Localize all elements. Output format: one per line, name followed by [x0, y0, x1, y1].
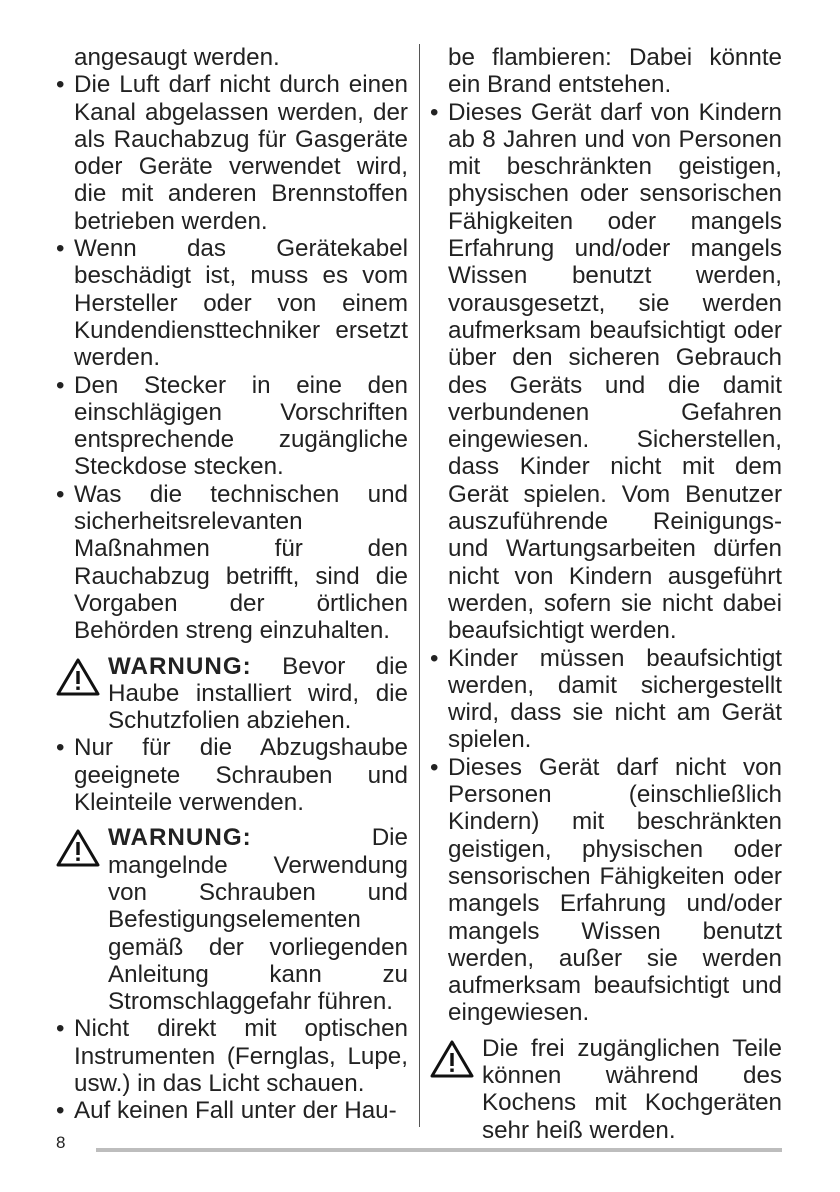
warning-triangle-icon — [56, 828, 100, 868]
list-item: • Wenn das Gerätekabel beschädigt ist, muss es vom Hersteller oder von einem Kundendiensttechniker ersetzt werden. — [56, 235, 408, 371]
footer-rule — [96, 1148, 782, 1152]
list-item: • Nicht direkt mit optischen Instrumenten (Fernglas, Lupe, usw.) in das Licht schauen. — [56, 1015, 408, 1097]
list-item: • Kinder müssen beaufsichtigt werden, damit sichergestellt wird, dass sie nicht am Gerät spielen. — [430, 645, 782, 754]
list-item: • Nur für die Abzugshaube geeignete Schrauben und Kleinteile verwenden. — [56, 734, 408, 816]
list-item: • Den Stecker in eine den einschlägigen Vorschriften entsprechende zugängliche Steckdose stecken. — [56, 372, 408, 481]
warning-triangle-icon — [56, 657, 100, 697]
warning-label: WARNUNG: — [108, 824, 252, 852]
column-divider — [419, 44, 420, 1127]
left-column — [56, 44, 408, 1125]
list-item: • Auf keinen Fall unter der Hau- — [56, 1097, 408, 1124]
warning-text: Die frei zugänglichen Teile können während des Kochens mit Kochgeräten sehr heiß werden. — [482, 1034, 782, 1144]
page-number: 8 — [56, 1133, 66, 1152]
warning-text: Bevor die Haube installiert wird, die Schutzfolien abziehen. — [108, 652, 408, 735]
warning-label: WARNUNG: — [108, 652, 252, 680]
warning-note — [56, 824, 408, 1015]
warning-note — [56, 653, 408, 735]
list-item: • Was die technischen und sicherheitsrelevanten Maßnahmen für den Rauchabzug betrifft, sind die Vorgaben der örtlichen Behörden streng einzuhalten. — [56, 481, 408, 645]
list-item: • Dieses Gerät darf von Kindern ab 8 Jahren und von Personen mit beschränkten geistigen, physischen oder sensorischen Fähigkeiten oder mangels Erfahrung und/oder mangels Wissen benutzt werden, vorausgesetzt, sie werden aufmerksam beaufsichtigt oder über den sicheren Gebrauch des Geräts und die damit verbundenen Gefahren eingewiesen. Sicherstellen, dass Kinder nicht mit dem Gerät spielen. Vom Benutzer auszuführende Reinigungs- und Wartungsarbeiten dürfen nicht von Kindern ausgeführt werden, sofern sie nicht dabei beaufsichtigt werden. — [430, 99, 782, 645]
right-column — [430, 44, 782, 1144]
list-item: • Die Luft darf nicht durch einen Kanal abgelassen werden, der als Rauchabzug für Gasgeräte oder Geräte verwendet wird, die mit anderen Brennstoffen betrieben werden. — [56, 71, 408, 235]
warning-triangle-icon — [430, 1039, 474, 1079]
list-item: • Dieses Gerät darf nicht von Personen (einschließlich Kindern) mit beschränkten geistigen, physischen oder sensorischen Fähigkeiten oder mangels Erfahrung und/oder mangels Wissen benutzt werden, außer sie werden aufmerksam beaufsichtigt und eingewiesen. — [430, 754, 782, 1027]
paragraph-continued: angesaugt werden. — [74, 44, 280, 71]
warning-text: Die mangelnde Verwendung von Schrauben und Befestigungselementen gemäß der vorliegenden Anleitung kann zu Stromschlaggefahr führen. — [108, 824, 408, 1016]
paragraph-continued: be flambieren: Dabei könnte ein Brand entstehen. — [448, 44, 782, 99]
warning-note — [430, 1035, 782, 1144]
